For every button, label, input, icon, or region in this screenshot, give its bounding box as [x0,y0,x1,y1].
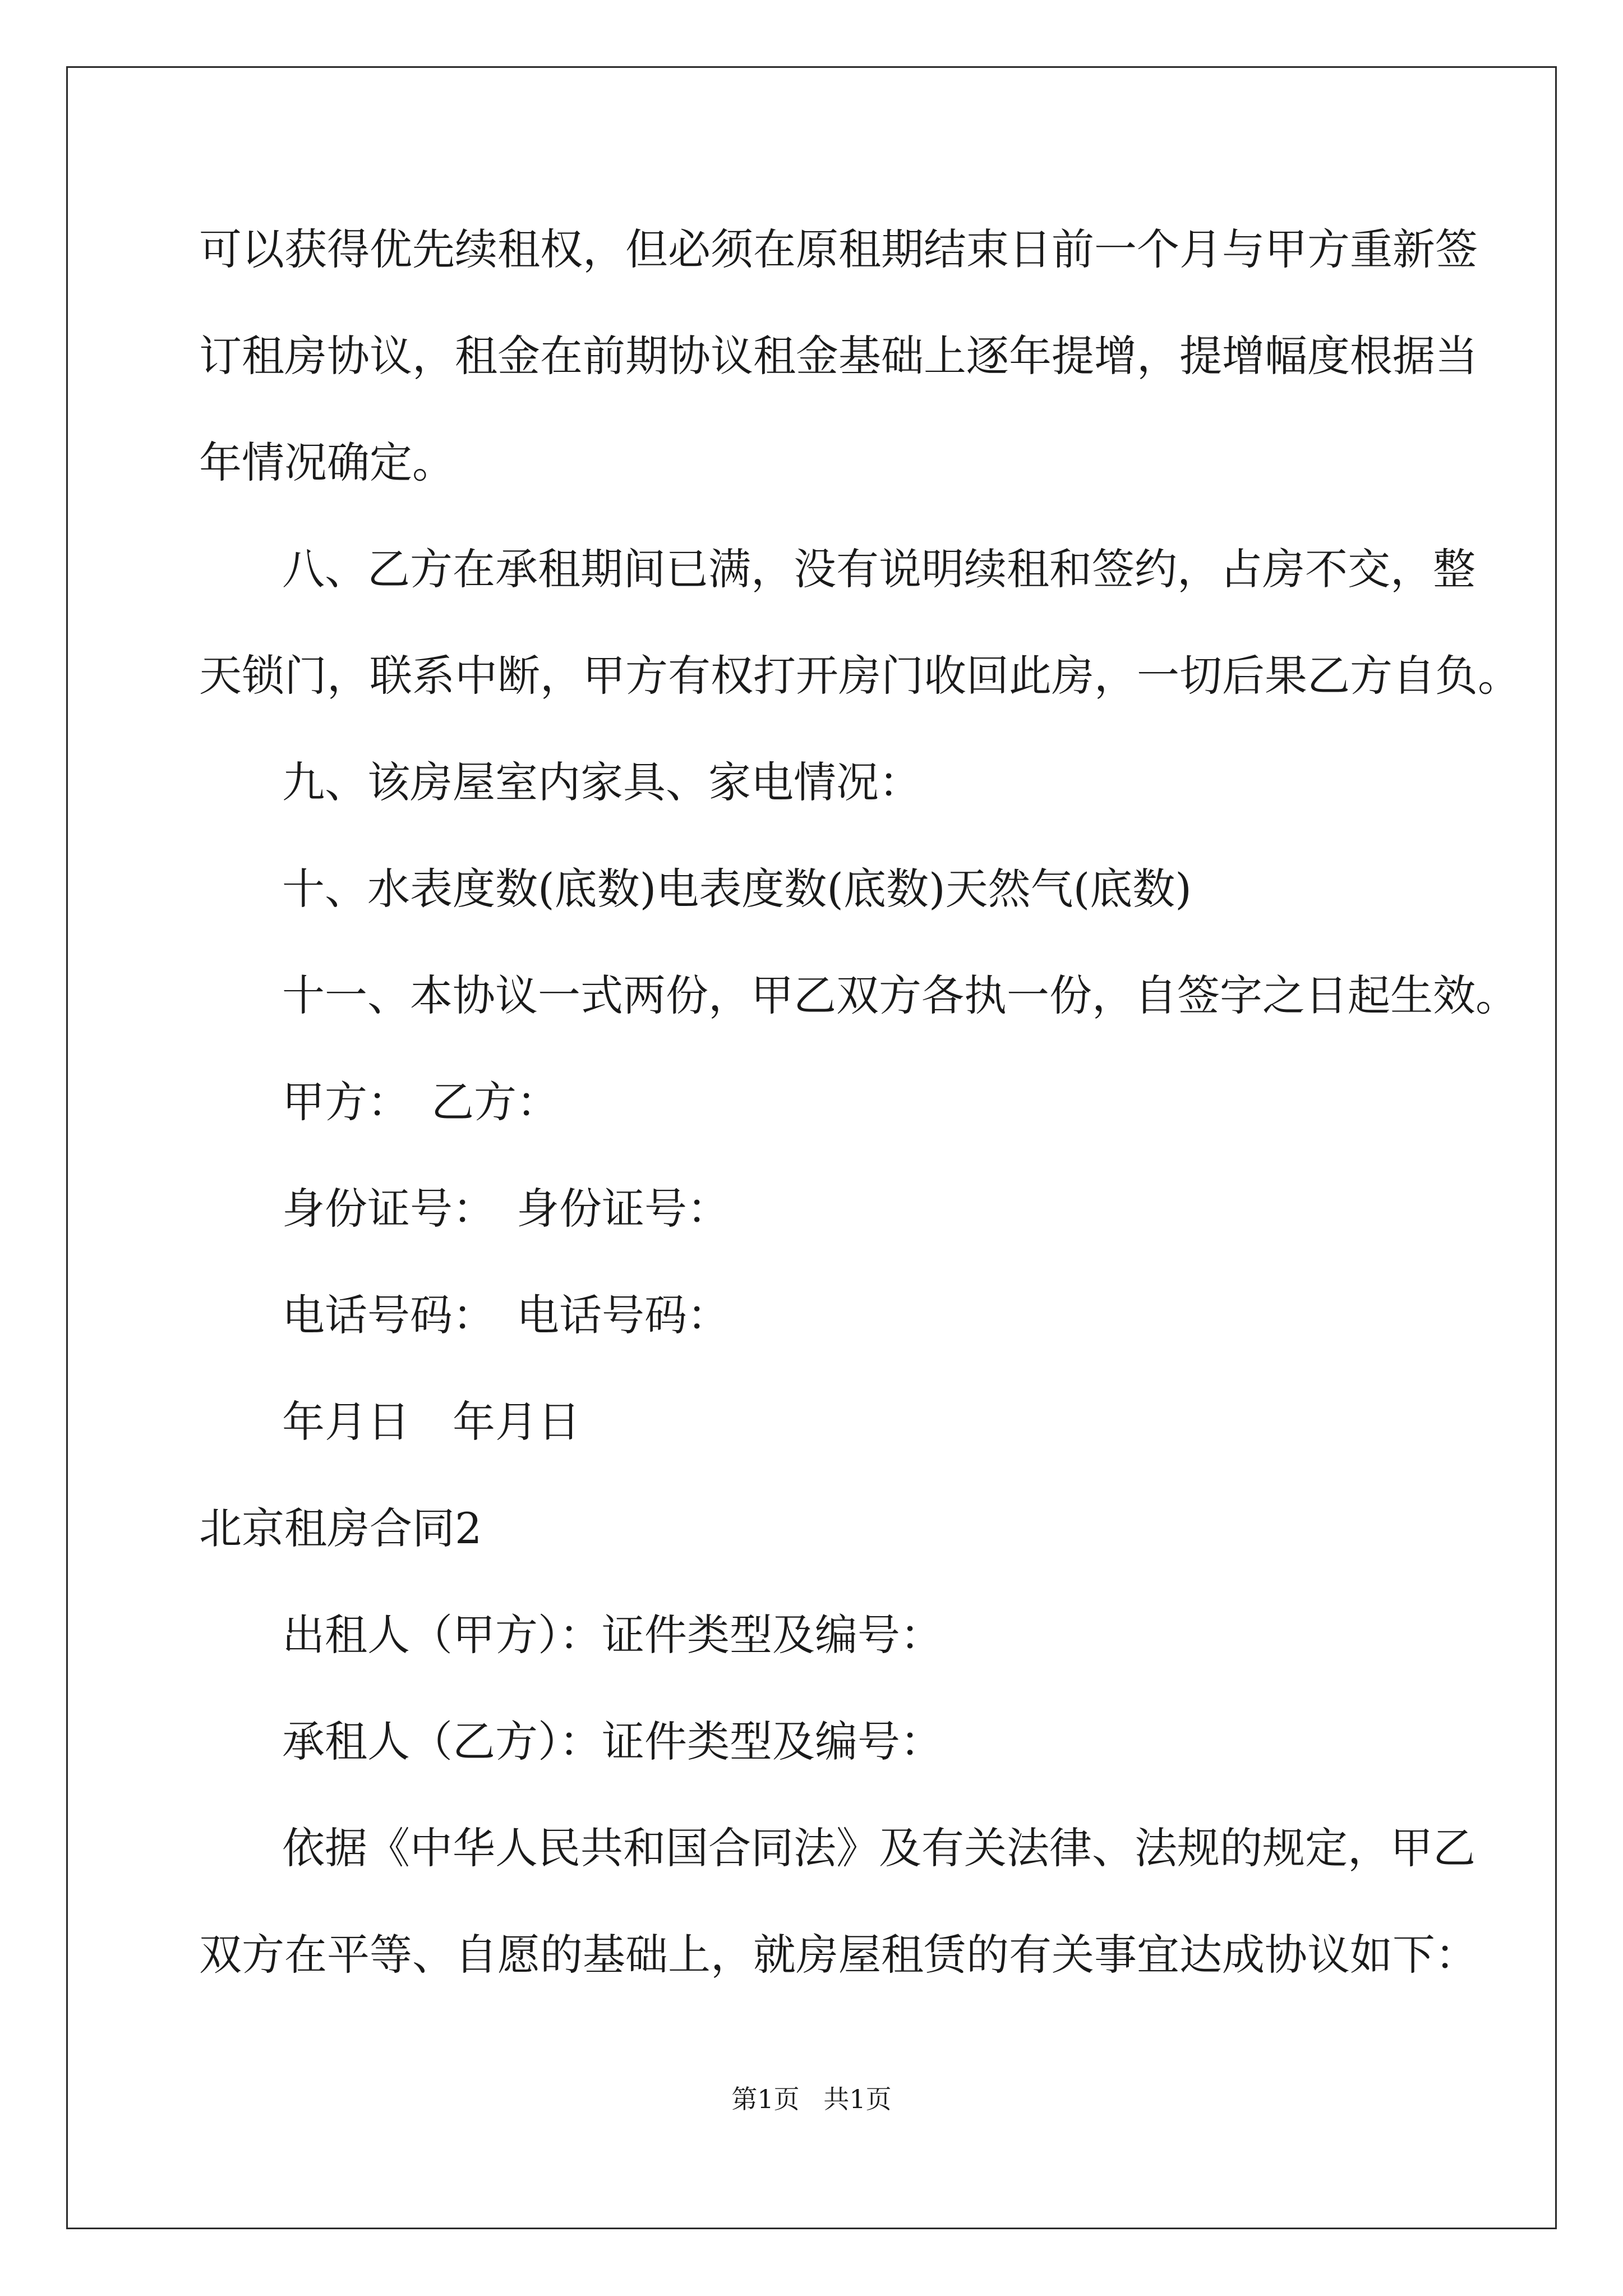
phone-number-line: 电话号码： 电话号码： [282,1290,730,1340]
paragraph-line: 年情况确定。 [199,438,455,487]
clause-10-line: 十、水表度数(底数)电表度数(底数)天然气(底数) [282,864,1192,914]
id-number-line: 身份证号： 身份证号： [282,1184,730,1234]
clause-11-line: 十一、本协议一式两份，甲乙双方各执一份，自签字之日起生效。 [282,970,1518,1020]
lessor-line: 出租人（甲方）：证件类型及编号： [282,1610,943,1660]
paragraph-line: 订租房协议，租金在前期协议租金基础上逐年提增，提增幅度根据当 [199,331,1478,381]
page-border [66,66,1557,2229]
page-total: 共1页 [823,2084,892,2114]
clause-8-line: 八、乙方在承租期间已满，没有说明续租和签约，占房不交，整 [282,544,1476,594]
page-current: 第1页 [731,2084,800,2114]
clause-9-line: 九、该房屋室内家具、家电情况： [282,757,921,807]
page-footer [0,2082,1623,2116]
date-line: 年月日 年月日 [282,1397,580,1447]
party-signature-line: 甲方： 乙方： [282,1077,559,1127]
paragraph-line: 双方在平等、自愿的基础上，就房屋租赁的有关事宜达成协议如下： [199,1930,1478,1980]
lessee-line: 承租人（乙方）：证件类型及编号： [282,1717,943,1766]
paragraph-line: 天锁门，联系中断，甲方有权打开房门收回此房，一切后果乙方自负。 [199,651,1520,701]
paragraph-line: 可以获得优先续租权，但必须在原租期结束日前一个月与甲方重新签 [199,224,1478,274]
section-title: 北京租房合同2 [199,1503,482,1553]
paragraph-line: 依据《中华人民共和国合同法》及有关法律、法规的规定，甲乙 [282,1823,1476,1873]
